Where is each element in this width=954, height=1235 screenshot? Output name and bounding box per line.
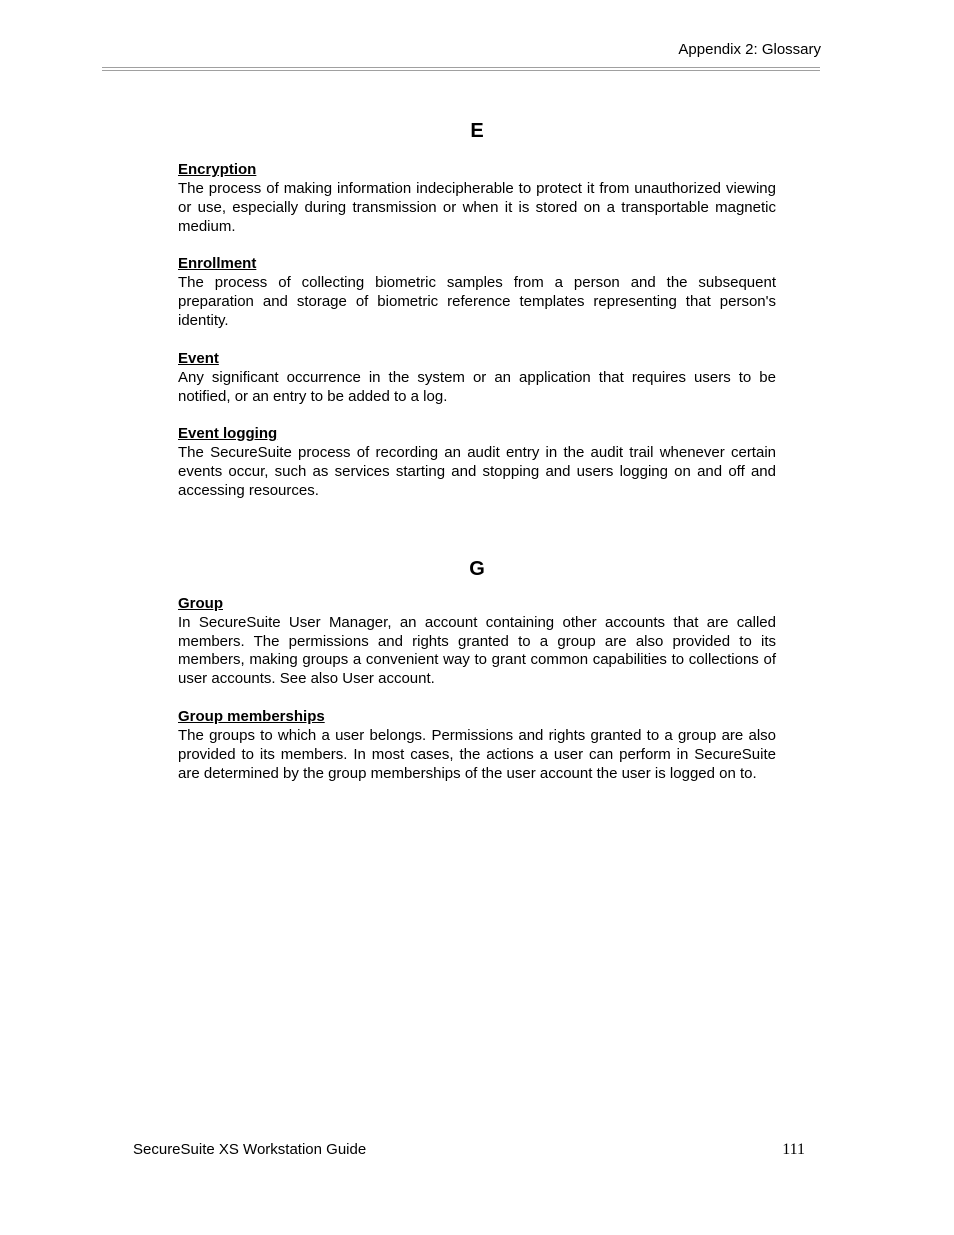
glossary-term: Encryption: [178, 161, 257, 178]
glossary-definition: The SecureSuite process of recording an audit entry in the audit trail whenever certain events occur, such as services starting and stopping and users logging on and off and accessing resources.: [178, 444, 776, 499]
glossary-definition: The process of collecting biometric samples from a person and the subsequent preparation and storage of biometric reference templates representing that person's identity.: [178, 274, 776, 329]
section-letter: G: [469, 557, 485, 580]
glossary-definition: Any significant occurrence in the system or an application that requires users to be notified, or an entry to be added to a log.: [178, 368, 776, 405]
glossary-section-g: [178, 555, 776, 784]
glossary-term: Event: [178, 349, 219, 367]
glossary-term: Enrollment: [178, 255, 257, 273]
glossary-entry-group-memberships: [178, 708, 776, 783]
glossary-term: Group memberships: [178, 707, 325, 725]
page-header-title: Appendix 2: Glossary: [678, 41, 821, 58]
glossary-content: [178, 117, 776, 802]
glossary-section-e: [178, 117, 776, 501]
footer-guide-title: SecureSuite XS Workstation Guide: [133, 1141, 367, 1158]
header-divider: [102, 67, 820, 71]
footer-page-number: 111: [782, 1141, 805, 1158]
glossary-term: Event logging: [178, 425, 278, 443]
glossary-entry-event: [178, 350, 776, 407]
glossary-definition: The groups to which a user belongs. Permissions and rights granted to a group are also provided to its members. In most cases, the actions a user can perform in SecureSuite are determined by the group memberships of the user account the user is logged on to.: [178, 726, 776, 782]
glossary-definition: In SecureSuite User Manager, an account containing other accounts that are called members. The permissions and rights granted to a group are also provided to its members, making groups a convenient way to grant common capabilities to collections of user accounts. See also User account.: [178, 613, 776, 688]
glossary-entry-encryption: [178, 161, 776, 236]
glossary-term: Group: [178, 594, 223, 612]
glossary-entry-group: [178, 595, 776, 689]
glossary-definition: The process of making information indecipherable to protect it from unauthorized viewing or use, especially during transmission or when it is stored on a transportable magnetic medium.: [178, 180, 776, 235]
glossary-entry-event-logging: [178, 425, 776, 500]
glossary-entry-enrollment: [178, 255, 776, 330]
section-letter: E: [470, 120, 484, 142]
